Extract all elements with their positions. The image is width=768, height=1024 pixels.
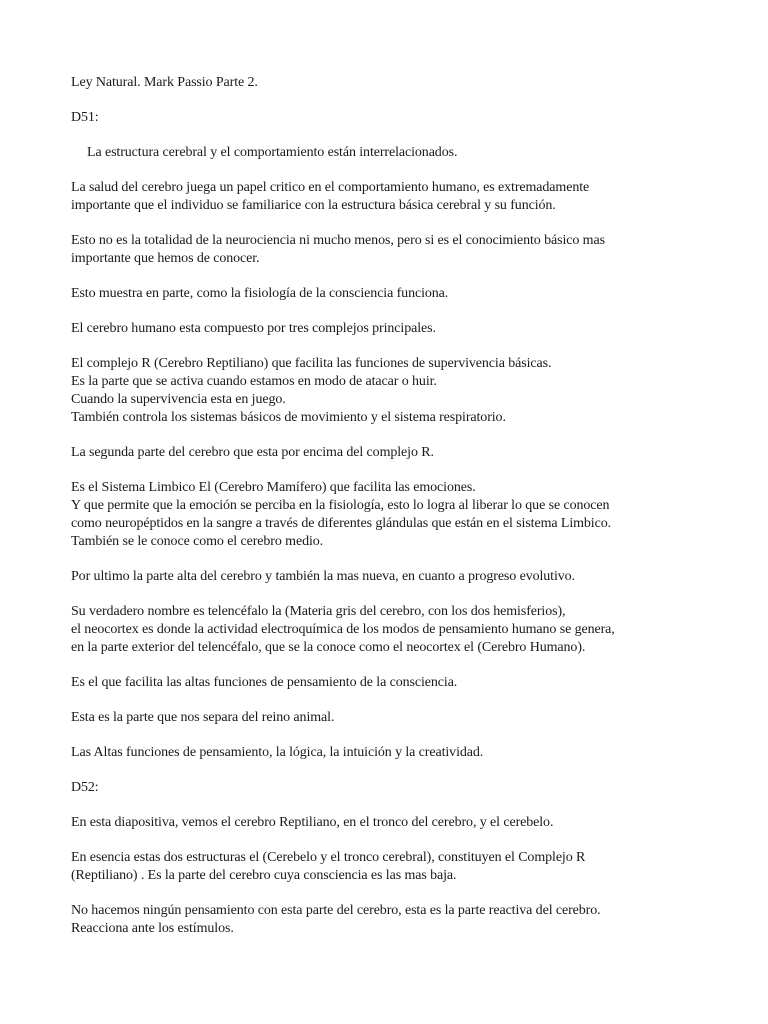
document-paragraph (71, 779, 751, 797)
text-line: Ley Natural. Mark Passio Parte 2. (71, 75, 258, 90)
text-line: Cuando la supervivencia esta en juego. (71, 392, 286, 407)
document-paragraph (71, 74, 751, 92)
text-line: Las Altas funciones de pensamiento, la lógica, la intuición y la creatividad. (71, 745, 484, 760)
text-line: como neuropéptidos en la sangre a través de diferentes glándulas que están en el sistema Limbico. (71, 516, 612, 531)
text-line: Por ultimo la parte alta del cerebro y también la mas nueva, en cuanto a progreso evolutivo. (71, 569, 575, 584)
text-line: Esta es la parte que nos separa del reino animal. (71, 710, 335, 725)
text-line: importante que el individuo se familiarice con la estructura básica cerebral y su función. (71, 198, 556, 213)
text-line: No hacemos ningún pensamiento con esta parte del cerebro, esta es la parte reactiva del cerebro. (71, 903, 601, 918)
text-line: El complejo R (Cerebro Reptiliano) que facilita las funciones de supervivencia básicas. (71, 356, 552, 371)
document-paragraph (71, 744, 751, 762)
text-line: Esto muestra en parte, como la fisiología de la consciencia funciona. (71, 286, 449, 301)
document-paragraph (71, 109, 751, 127)
text-line: En esencia estas dos estructuras el (Cerebelo y el tronco cerebral), constituyen el Complejo R (71, 850, 586, 865)
text-line: Es el que facilita las altas funciones de pensamiento de la consciencia. (71, 675, 458, 690)
document-body (71, 74, 751, 955)
document-paragraph (71, 479, 751, 551)
text-line: También controla los sistemas básicos de movimiento y el sistema respiratorio. (71, 410, 506, 425)
document-paragraph (71, 674, 751, 692)
document-paragraph (71, 179, 751, 215)
text-line: Y que permite que la emoción se perciba en la fisiología, esto lo logra al liberar lo que se conocen (71, 498, 610, 513)
text-line: (Reptiliano) . Es la parte del cerebro cuya consciencia es las mas baja. (71, 868, 457, 883)
document-paragraph (71, 232, 751, 268)
document-paragraph (71, 603, 751, 657)
document-paragraph (71, 144, 751, 162)
text-line: Su verdadero nombre es telencéfalo la (Materia gris del cerebro, con los dos hemisferios), (71, 604, 566, 619)
document-paragraph (71, 320, 751, 338)
text-line: Es la parte que se activa cuando estamos en modo de atacar o huir. (71, 374, 437, 389)
document-paragraph (71, 709, 751, 727)
text-line: en la parte exterior del telencéfalo, que se la conoce como el neocortex el (Cerebro Humano). (71, 640, 586, 655)
text-line: El cerebro humano esta compuesto por tres complejos principales. (71, 321, 436, 336)
text-line: Es el Sistema Limbico El (Cerebro Mamífero) que facilita las emociones. (71, 480, 476, 495)
text-line: Reacciona ante los estímulos. (71, 921, 234, 936)
text-line: En esta diapositiva, vemos el cerebro Reptiliano, en el tronco del cerebro, y el cerebelo. (71, 815, 554, 830)
text-line: Esto no es la totalidad de la neurociencia ni mucho menos, pero si es el conocimiento básico mas (71, 233, 605, 248)
document-paragraph (71, 444, 751, 462)
document-paragraph (71, 285, 751, 303)
text-line: La segunda parte del cerebro que esta por encima del complejo R. (71, 445, 434, 460)
document-paragraph (71, 814, 751, 832)
text-line: La salud del cerebro juega un papel critico en el comportamiento humano, es extremadamente (71, 180, 590, 195)
document-paragraph (71, 568, 751, 586)
text-line: importante que hemos de conocer. (71, 251, 260, 266)
text-line: También se le conoce como el cerebro medio. (71, 534, 324, 549)
document-paragraph (71, 902, 751, 938)
text-line: D51: (71, 110, 99, 125)
document-paragraph (71, 849, 751, 885)
document-paragraph (71, 355, 751, 427)
text-line: La estructura cerebral y el comportamiento están interrelacionados. (87, 145, 458, 160)
text-line: el neocortex es donde la actividad electroquímica de los modos de pensamiento humano se genera, (71, 622, 615, 637)
text-line: D52: (71, 780, 99, 795)
